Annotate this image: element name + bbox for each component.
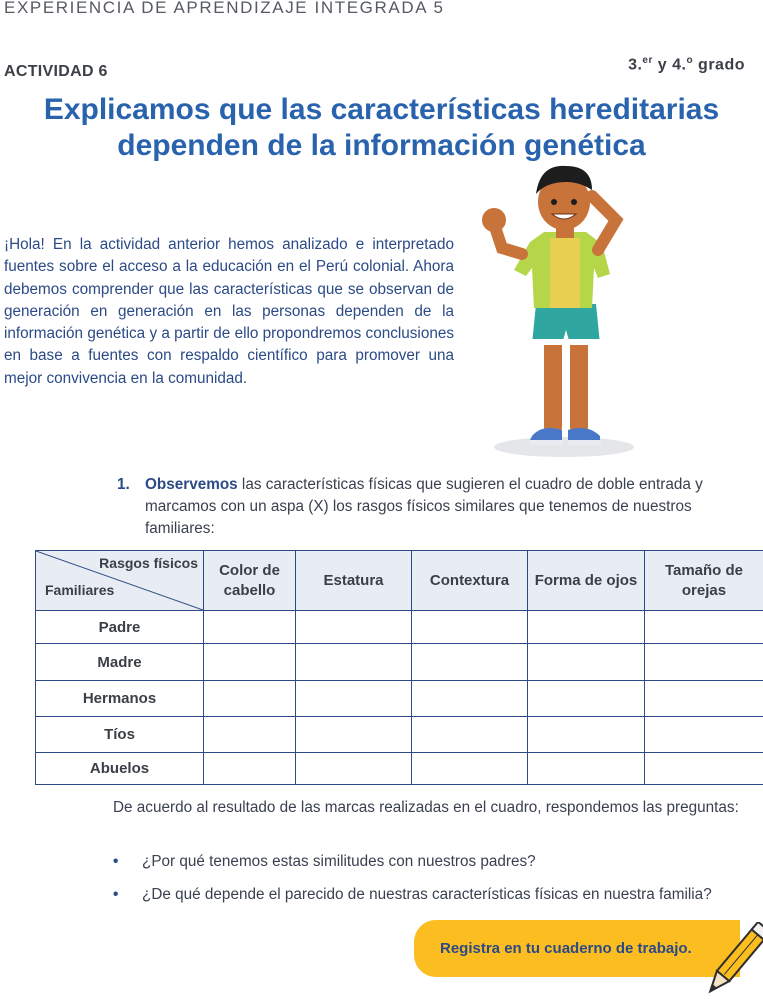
activity-label: ACTIVIDAD 6 (4, 63, 108, 81)
bullet-item (113, 851, 763, 873)
mark-cell[interactable] (645, 753, 763, 785)
table-row (36, 717, 763, 753)
bullet-item (113, 884, 763, 906)
title-line-1: Explicamos que las características hereditarias (0, 92, 763, 128)
mark-cell[interactable] (528, 681, 645, 717)
bullet-dot: • (113, 851, 118, 873)
mark-cell[interactable] (412, 681, 528, 717)
note-text: Registra en tu cuaderno de trabajo. (440, 940, 692, 957)
bullet-dot: • (113, 884, 118, 906)
question-1 (117, 474, 763, 540)
pencil-icon (702, 922, 763, 1004)
mark-cell[interactable] (296, 644, 412, 681)
mark-cell[interactable] (645, 611, 763, 644)
grade-a-sup: er (642, 55, 652, 66)
grade-label (628, 55, 745, 74)
mark-cell[interactable] (528, 611, 645, 644)
mark-cell[interactable] (528, 644, 645, 681)
col-header: Color de cabello (204, 551, 296, 611)
question-bold: Observemos (145, 476, 238, 493)
table-row (36, 611, 763, 644)
mark-cell[interactable] (204, 717, 296, 753)
corner-top-label: Rasgos físicos (99, 553, 198, 573)
traits-table (35, 550, 763, 785)
experience-header: EXPERIENCIA DE APRENDIZAJE INTEGRADA 5 (4, 0, 445, 18)
mark-cell[interactable] (296, 611, 412, 644)
mark-cell[interactable] (412, 644, 528, 681)
mark-cell[interactable] (204, 611, 296, 644)
col-header: Forma de ojos (528, 551, 645, 611)
mark-cell[interactable] (412, 753, 528, 785)
row-label: Abuelos (36, 753, 204, 785)
question-number: 1. (117, 474, 130, 496)
page-title (0, 92, 763, 164)
mark-cell[interactable] (296, 753, 412, 785)
table-row (36, 753, 763, 785)
grade-end: grado (693, 56, 745, 73)
row-label: Tíos (36, 717, 204, 753)
boy-illustration (472, 164, 644, 464)
mark-cell[interactable] (528, 717, 645, 753)
intro-paragraph: ¡Hola! En la actividad anterior hemos analizado e interpretado fuentes sobre el acceso a la educación en el Perú colonial. Ahora debemos comprender que las características que se observan de generación en generación en las personas dependen de la información genética y a partir de ello propondremos conclusiones en base a fuentes con respaldo científico para promover una mejor convivencia en la comunidad. (4, 234, 454, 390)
col-header: Tamaño de orejas (645, 551, 763, 611)
question-text (145, 474, 763, 540)
mark-cell[interactable] (296, 681, 412, 717)
mark-cell[interactable] (296, 717, 412, 753)
corner-bottom-label: Familiares (45, 580, 114, 600)
grade-b-sup: o (687, 55, 694, 66)
mark-cell[interactable] (645, 644, 763, 681)
mark-cell[interactable] (528, 753, 645, 785)
mark-cell[interactable] (204, 681, 296, 717)
grade-a: 3. (628, 56, 642, 73)
followup-paragraph: De acuerdo al resultado de las marcas realizadas en el cuadro, respondemos las preguntas: (113, 797, 763, 819)
col-header: Contextura (412, 551, 528, 611)
question-rest: las características físicas que sugieren el cuadro de doble entrada y marcamos con un aspa (X) los rasgos físicos similares que tenemos de nuestros familiares: (145, 476, 703, 537)
notebook-note (414, 920, 740, 977)
row-label: Hermanos (36, 681, 204, 717)
mark-cell[interactable] (204, 644, 296, 681)
table-row (36, 681, 763, 717)
mark-cell[interactable] (645, 717, 763, 753)
bullet-text: ¿Por qué tenemos estas similitudes con nuestros padres? (142, 851, 763, 873)
table-row (36, 644, 763, 681)
mark-cell[interactable] (412, 717, 528, 753)
mark-cell[interactable] (204, 753, 296, 785)
row-label: Madre (36, 644, 204, 681)
title-line-2: dependen de la información genética (0, 128, 763, 164)
row-label: Padre (36, 611, 204, 644)
grade-mid: y 4. (653, 56, 687, 73)
mark-cell[interactable] (645, 681, 763, 717)
col-header: Estatura (296, 551, 412, 611)
bullet-text: ¿De qué depende el parecido de nuestras características físicas en nuestra familia? (142, 884, 763, 906)
mark-cell[interactable] (412, 611, 528, 644)
table-header-row (36, 551, 763, 611)
corner-cell (36, 551, 204, 611)
